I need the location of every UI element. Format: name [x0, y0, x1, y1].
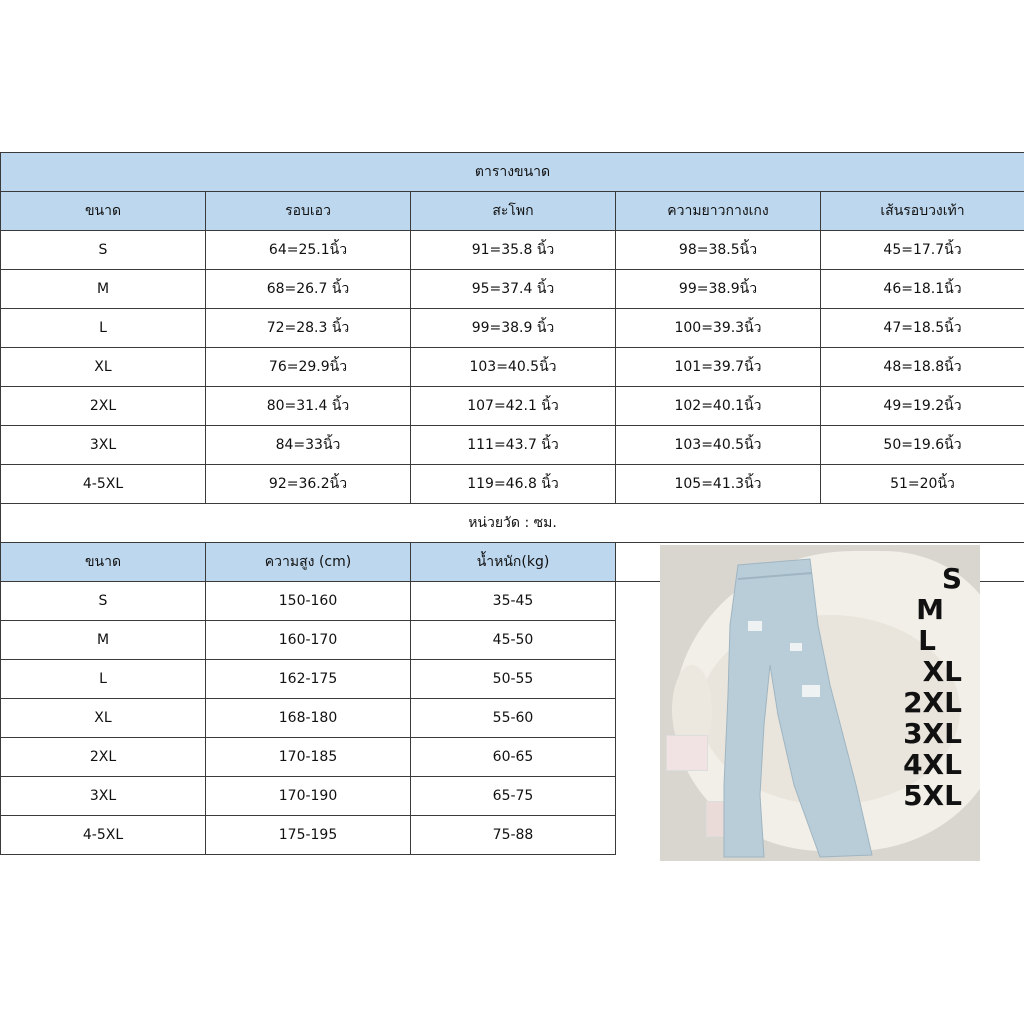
fit-value-cell: 170-185: [206, 738, 411, 777]
measure-row: [1, 387, 1024, 426]
measure-value-cell: 72=28.3 นิ้ว: [206, 309, 411, 348]
product-photo-cell: [616, 543, 1024, 812]
fit-header-cell: ขนาด: [1, 543, 206, 582]
fit-value-cell: 175-195: [206, 816, 411, 855]
ripped-patch: [748, 621, 762, 631]
measure-value-cell: 99=38.9 นิ้ว: [411, 309, 616, 348]
measure-row: [1, 465, 1024, 504]
fit-value-cell: 150-160: [206, 582, 411, 621]
fit-value-cell: 35-45: [411, 582, 616, 621]
measure-value-cell: 80=31.4 นิ้ว: [206, 387, 411, 426]
size-label-cell: S: [1, 582, 206, 621]
measure-row: [1, 231, 1024, 270]
measure-value-cell: 99=38.9นิ้ว: [616, 270, 821, 309]
size-label-cell: L: [1, 660, 206, 699]
measure-value-cell: 111=43.7 นิ้ว: [411, 426, 616, 465]
overlay-size-label: M: [916, 593, 944, 626]
measure-value-cell: 45=17.7นิ้ว: [821, 231, 1024, 270]
size-label-cell: 3XL: [1, 426, 206, 465]
jeans-shape: [724, 559, 872, 857]
measure-table-body: [1, 231, 1024, 504]
size-label-cell: M: [1, 270, 206, 309]
fit-header-cell: ความสูง (cm): [206, 543, 411, 582]
measure-value-cell: 47=18.5นิ้ว: [821, 309, 1024, 348]
size-chart: [0, 152, 1024, 855]
overlay-size-label: S: [941, 562, 962, 595]
chart-title: ตารางขนาด: [1, 153, 1024, 192]
measure-row: [1, 426, 1024, 465]
fit-value-cell: 160-170: [206, 621, 411, 660]
measure-value-cell: 50=19.6นิ้ว: [821, 426, 1024, 465]
size-label-cell: L: [1, 309, 206, 348]
measure-header-row: [1, 192, 1024, 231]
measure-value-cell: 49=19.2นิ้ว: [821, 387, 1024, 426]
unit-note: หน่วยวัด : ซม.: [1, 504, 1024, 543]
measure-value-cell: 48=18.8นิ้ว: [821, 348, 1024, 387]
measure-value-cell: 107=42.1 นิ้ว: [411, 387, 616, 426]
measure-value-cell: 119=46.8 นิ้ว: [411, 465, 616, 504]
size-label-cell: 2XL: [1, 387, 206, 426]
size-label-cell: XL: [1, 348, 206, 387]
fit-header-row: [1, 543, 1024, 582]
measure-value-cell: 98=38.5นิ้ว: [616, 231, 821, 270]
size-chart-table: [0, 152, 1024, 855]
measure-value-cell: 105=41.3นิ้ว: [616, 465, 821, 504]
overlay-size-label: 3XL: [903, 717, 962, 750]
measure-header-cell: เส้นรอบวงเท้า: [821, 192, 1024, 231]
measure-value-cell: 102=40.1นิ้ว: [616, 387, 821, 426]
overlay-size-label: 5XL: [903, 779, 962, 812]
measure-value-cell: 100=39.3นิ้ว: [616, 309, 821, 348]
overlay-size-label: XL: [922, 655, 962, 688]
measure-value-cell: 51=20นิ้ว: [821, 465, 1024, 504]
fit-value-cell: 65-75: [411, 777, 616, 816]
measure-value-cell: 84=33นิ้ว: [206, 426, 411, 465]
size-label-cell: XL: [1, 699, 206, 738]
size-label-cell: 3XL: [1, 777, 206, 816]
overlay-size-label: 2XL: [903, 686, 962, 719]
size-label-cell: 4-5XL: [1, 816, 206, 855]
fit-value-cell: 75-88: [411, 816, 616, 855]
measure-row: [1, 348, 1024, 387]
product-photo: [660, 545, 980, 861]
measure-value-cell: 46=18.1นิ้ว: [821, 270, 1024, 309]
measure-value-cell: 95=37.4 นิ้ว: [411, 270, 616, 309]
measure-header-cell: รอบเอว: [206, 192, 411, 231]
measure-row: [1, 309, 1024, 348]
fit-value-cell: 162-175: [206, 660, 411, 699]
measure-header-cell: ความยาวกางเกง: [616, 192, 821, 231]
measure-value-cell: 92=36.2นิ้ว: [206, 465, 411, 504]
fit-value-cell: 45-50: [411, 621, 616, 660]
measure-value-cell: 91=35.8 นิ้ว: [411, 231, 616, 270]
measure-value-cell: 101=39.7นิ้ว: [616, 348, 821, 387]
size-label-cell: S: [1, 231, 206, 270]
measure-header-cell: สะโพก: [411, 192, 616, 231]
ripped-patch: [790, 643, 802, 651]
ripped-patch: [802, 685, 820, 697]
fit-value-cell: 55-60: [411, 699, 616, 738]
size-list-overlay: [903, 563, 962, 811]
measure-row: [1, 270, 1024, 309]
fit-value-cell: 170-190: [206, 777, 411, 816]
measure-value-cell: 103=40.5นิ้ว: [616, 426, 821, 465]
measure-value-cell: 68=26.7 นิ้ว: [206, 270, 411, 309]
size-label-cell: 2XL: [1, 738, 206, 777]
size-label-cell: 4-5XL: [1, 465, 206, 504]
measure-header-cell: ขนาด: [1, 192, 206, 231]
measure-value-cell: 64=25.1นิ้ว: [206, 231, 411, 270]
overlay-size-label: L: [918, 624, 936, 657]
fit-value-cell: 168-180: [206, 699, 411, 738]
fit-value-cell: 50-55: [411, 660, 616, 699]
measure-value-cell: 103=40.5นิ้ว: [411, 348, 616, 387]
size-label-cell: M: [1, 621, 206, 660]
measure-value-cell: 76=29.9นิ้ว: [206, 348, 411, 387]
fit-header-cell: น้ำหนัก(kg): [411, 543, 616, 582]
fit-value-cell: 60-65: [411, 738, 616, 777]
overlay-size-label: 4XL: [903, 748, 962, 781]
